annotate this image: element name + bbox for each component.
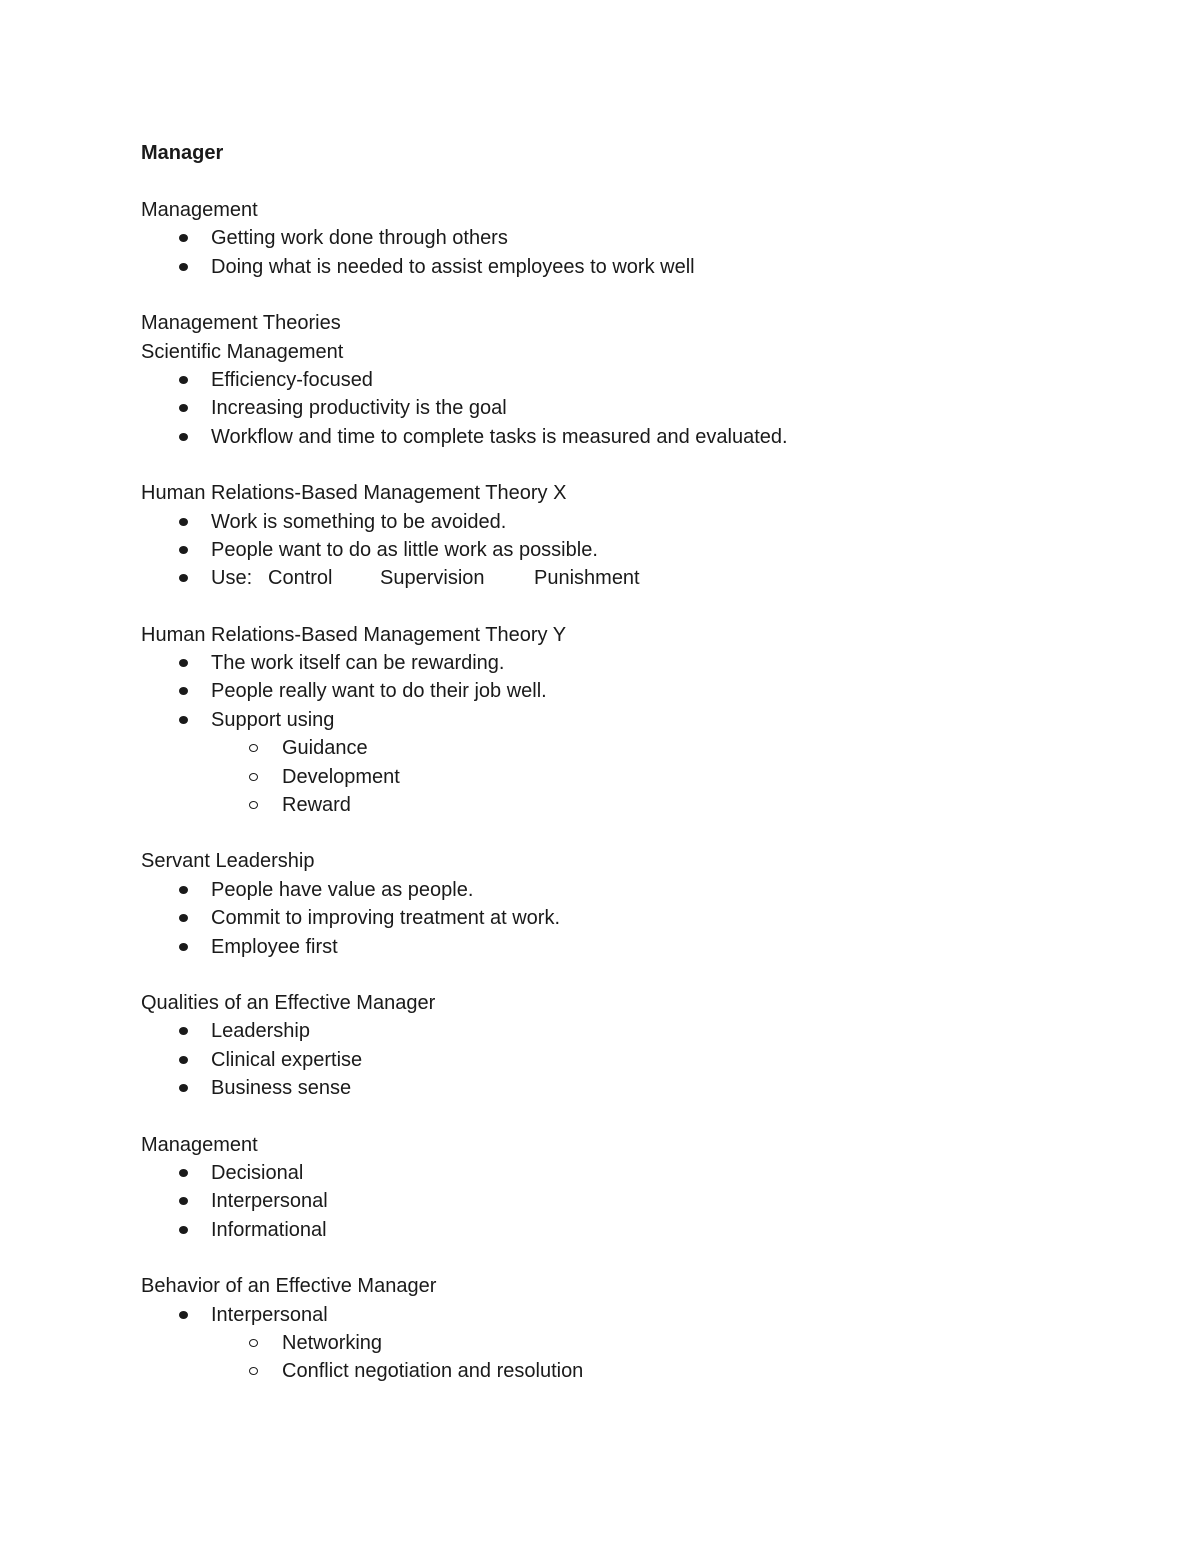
list-item: Support using: [141, 706, 1081, 734]
list-item: Increasing productivity is the goal: [141, 394, 1081, 422]
bullet-icon: [179, 1197, 188, 1205]
list-item: Leadership: [141, 1017, 1081, 1045]
use-item: Supervision: [380, 567, 485, 590]
hollow-bullet-icon: [249, 801, 258, 809]
bullet-icon: [179, 433, 188, 441]
list-item: The work itself can be rewarding.: [141, 649, 1081, 677]
bullet-icon: [179, 943, 188, 951]
bullet-icon: [179, 1056, 188, 1064]
bullet-icon: [179, 914, 188, 922]
use-item: Control: [268, 567, 333, 590]
use-item: Punishment: [534, 567, 640, 590]
section-heading-theory-x: Human Relations-Based Management Theory X: [141, 482, 567, 505]
list-item: Getting work done through others: [141, 224, 1081, 252]
bullet-icon: [179, 687, 188, 695]
bullet-icon: [179, 404, 188, 412]
sub-list-item: Reward: [141, 791, 1081, 819]
hollow-bullet-icon: [249, 1367, 258, 1375]
section-heading-servant-leadership: Servant Leadership: [141, 850, 315, 873]
list-item: Informational: [141, 1216, 1081, 1244]
list-item: Workflow and time to complete tasks is measured and evaluated.: [141, 423, 1081, 451]
section-heading-qualities: Qualities of an Effective Manager: [141, 991, 436, 1014]
section-heading-theory-y: Human Relations-Based Management Theory Y: [141, 623, 567, 646]
list-item: People have value as people.: [141, 876, 1081, 904]
section-heading-management-roles: Management: [141, 1133, 258, 1156]
hollow-bullet-icon: [249, 1339, 258, 1347]
list-item: Doing what is needed to assist employees to work well: [141, 253, 1081, 281]
bullet-icon: [179, 1027, 188, 1035]
section-heading-management-theories: Management Theories: [141, 312, 341, 335]
sub-list-item: Networking: [141, 1329, 1081, 1357]
bullet-icon: [179, 546, 188, 554]
hollow-bullet-icon: [249, 773, 258, 781]
hollow-bullet-icon: [249, 744, 258, 752]
bullet-icon: [179, 1169, 188, 1177]
list-item: People want to do as little work as possible.: [141, 536, 1081, 564]
list-item: Employee first: [141, 933, 1081, 961]
list-item: Interpersonal: [141, 1187, 1081, 1215]
bullet-icon: [179, 716, 188, 724]
bullet-icon: [179, 376, 188, 384]
list-item: Commit to improving treatment at work.: [141, 904, 1081, 932]
bullet-icon: [179, 1084, 188, 1092]
sub-list-item: Development: [141, 763, 1081, 791]
list-item-use: [141, 564, 1081, 592]
bullet-icon: [179, 574, 188, 582]
bullet-icon: [179, 234, 188, 242]
list-item: Business sense: [141, 1074, 1081, 1102]
document-title: Manager: [141, 142, 224, 164]
bullet-icon: [179, 1226, 188, 1234]
bullet-icon: [179, 518, 188, 526]
bullet-icon: [179, 659, 188, 667]
section-heading-management: Management: [141, 199, 258, 221]
list-item: People really want to do their job well.: [141, 677, 1081, 705]
bullet-icon: [179, 886, 188, 894]
bullet-icon: [179, 1311, 188, 1319]
list-item: Efficiency-focused: [141, 366, 1081, 394]
list-item: Work is something to be avoided.: [141, 508, 1081, 536]
use-label: Use:: [211, 567, 253, 590]
section-heading-behavior: Behavior of an Effective Manager: [141, 1275, 437, 1298]
sub-list-item: Conflict negotiation and resolution: [141, 1357, 1081, 1385]
list-item: Clinical expertise: [141, 1046, 1081, 1074]
list-item: Interpersonal: [141, 1301, 1081, 1329]
subheading-scientific-management: Scientific Management: [141, 340, 344, 363]
sub-list-item: Guidance: [141, 734, 1081, 762]
list-item: Decisional: [141, 1159, 1081, 1187]
bullet-icon: [179, 263, 188, 271]
document-page: [141, 138, 1081, 1386]
